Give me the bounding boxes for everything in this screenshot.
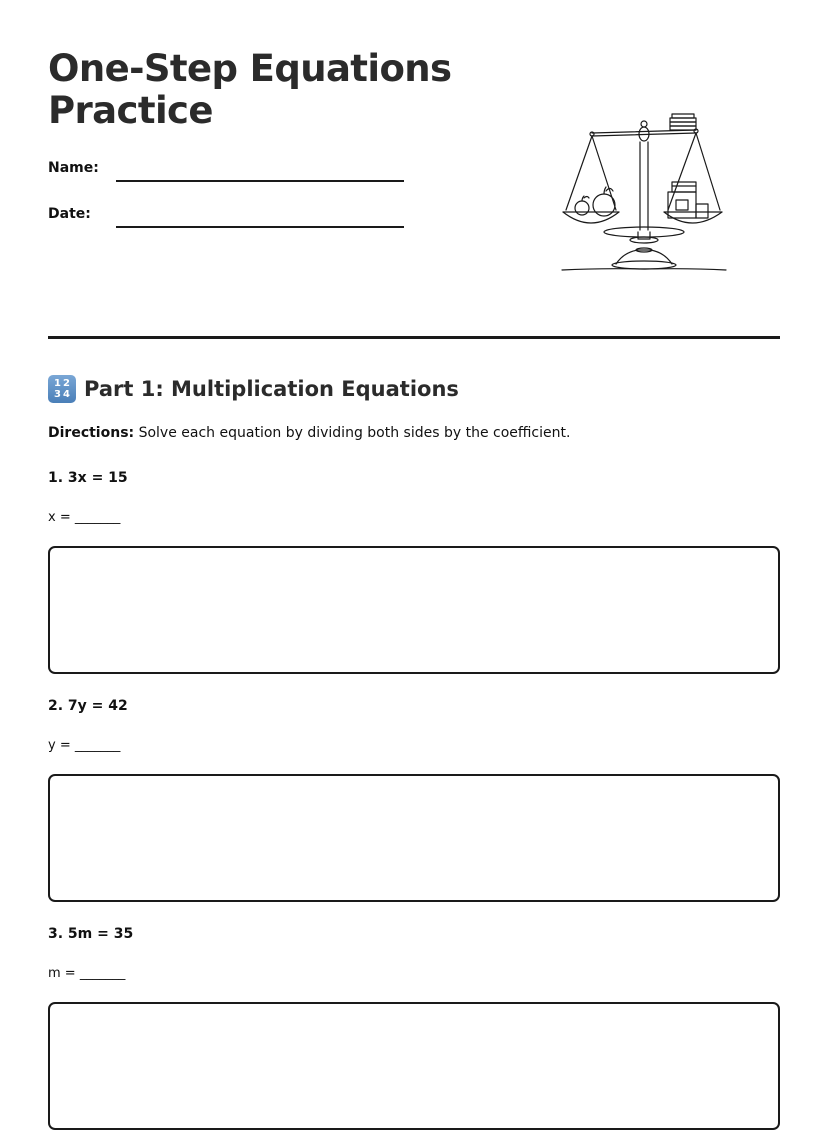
section-title: Part 1: Multiplication Equations [84, 377, 459, 401]
date-line[interactable] [116, 226, 404, 228]
numbers-1234-icon [48, 375, 76, 403]
problem-label: 1. 3x = 15 [48, 470, 128, 486]
directions-label: Directions: [48, 425, 135, 441]
work-box[interactable] [48, 774, 780, 902]
directions [48, 425, 570, 441]
problem-label: 2. 7y = 42 [48, 698, 128, 714]
icon-glyph: 1 [54, 378, 61, 389]
answer-blank[interactable]: y = _______ [48, 738, 121, 753]
name-label: Name: [48, 160, 99, 176]
icon-glyph: 3 [54, 389, 61, 400]
answer-blank[interactable]: x = _______ [48, 510, 121, 525]
directions-text: Solve each equation by dividing both sides by the coefficient. [138, 425, 571, 441]
header-divider [48, 336, 780, 339]
work-box[interactable] [48, 1002, 780, 1130]
icon-glyph: 2 [63, 378, 70, 389]
date-field[interactable] [48, 202, 408, 232]
balance-scale-icon [560, 112, 730, 278]
name-line[interactable] [116, 180, 404, 182]
worksheet-header [48, 0, 780, 441]
problem-label: 3. 5m = 35 [48, 926, 134, 942]
work-box[interactable] [48, 546, 780, 674]
page-title: One-Step Equations Practice [48, 47, 452, 132]
worksheet-page [48, 0, 780, 981]
part1-heading [48, 374, 459, 404]
icon-glyph: 4 [63, 389, 70, 400]
name-field[interactable] [48, 156, 408, 186]
date-label: Date: [48, 206, 91, 222]
answer-blank[interactable]: m = _______ [48, 966, 126, 981]
